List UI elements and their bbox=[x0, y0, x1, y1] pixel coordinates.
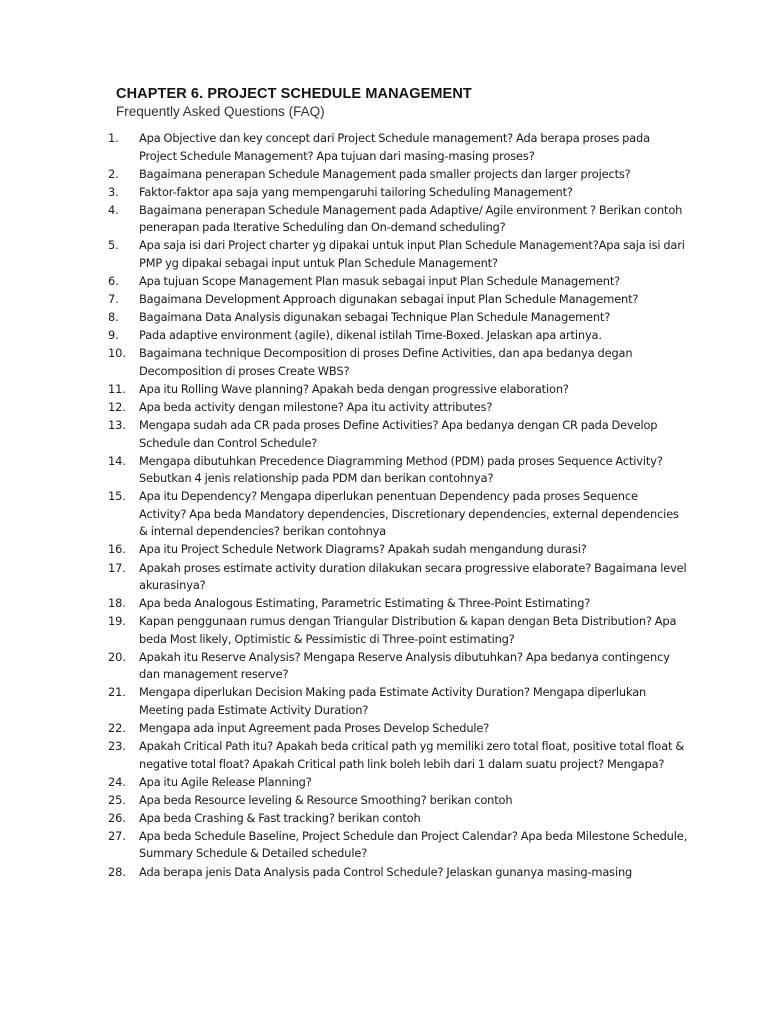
faq-item-text: Apakah Critical Path itu? Apakah beda critical path yg memiliki zero total float, positive total float & negative total float? Apakah Critical path link boleh lebih dari 1 dalam suatu project? Mengapa? bbox=[139, 739, 685, 771]
faq-item-number: 5. bbox=[108, 238, 119, 253]
faq-item-number: 19. bbox=[108, 614, 126, 629]
faq-item-number: 24. bbox=[108, 774, 126, 789]
faq-item-text: Bagaimana Development Approach digunakan sebagai input Plan Schedule Management? bbox=[139, 292, 639, 307]
faq-item-number: 4. bbox=[108, 202, 119, 217]
faq-item bbox=[108, 684, 688, 719]
faq-item bbox=[108, 417, 688, 452]
faq-item-number: 9. bbox=[108, 328, 119, 343]
faq-item bbox=[108, 541, 688, 559]
faq-item bbox=[108, 273, 688, 291]
faq-item bbox=[108, 738, 688, 773]
faq-item-text: Apa itu Dependency? Mengapa diperlukan penentuan Dependency pada proses Sequence Activity? Apa beda Mandatory dependencies, Discretionary dependencies, external dependencies & internal dependencies? berikan contohnya bbox=[139, 489, 679, 539]
faq-item-number: 25. bbox=[108, 792, 126, 807]
faq-item bbox=[108, 327, 688, 345]
faq-item-text: Apa tujuan Scope Management Plan masuk sebagai input Plan Schedule Management? bbox=[139, 273, 621, 288]
faq-item bbox=[108, 774, 688, 792]
faq-item-text: Bagaimana Data Analysis digunakan sebagai Technique Plan Schedule Management? bbox=[139, 310, 611, 325]
faq-item-text: Apa beda Analogous Estimating, Parametric Estimating & Three-Point Estimating? bbox=[139, 596, 591, 611]
faq-item bbox=[108, 864, 688, 882]
faq-item-number: 14. bbox=[108, 453, 126, 468]
faq-item-text: Apa beda Resource leveling & Resource Smoothing? berikan contoh bbox=[139, 792, 513, 807]
faq-item bbox=[108, 595, 688, 613]
faq-item bbox=[108, 166, 688, 184]
faq-item-text: Bagaimana penerapan Schedule Management pada smaller projects dan larger projects? bbox=[139, 166, 631, 181]
faq-item bbox=[108, 291, 688, 309]
faq-item-text: Apakah itu Reserve Analysis? Mengapa Reserve Analysis dibutuhkan? Apa bedanya contingency dan management reserve? bbox=[139, 649, 670, 682]
faq-item-number: 8. bbox=[108, 310, 119, 325]
faq-item-number: 3. bbox=[108, 184, 119, 199]
faq-item-number: 7. bbox=[108, 292, 119, 307]
faq-item-number: 23. bbox=[108, 739, 126, 754]
faq-item-text: Apa beda Schedule Baseline, Project Schedule dan Project Calendar? Apa beda Milestone Schedule, Summary Schedule & Detailed schedule? bbox=[139, 828, 688, 861]
faq-item-number: 18. bbox=[108, 596, 126, 611]
faq-item-text: Apa beda Crashing & Fast tracking? berikan contoh bbox=[139, 810, 421, 825]
faq-item bbox=[108, 828, 688, 863]
faq-item bbox=[108, 309, 688, 327]
faq-item bbox=[108, 792, 688, 810]
faq-item-text: Apa Objective dan key concept dari Project Schedule management? Ada berapa proses pada Project Schedule Management? Apa tujuan dari masing-masing proses? bbox=[139, 131, 650, 163]
faq-item-text: Apa itu Rolling Wave planning? Apakah beda dengan progressive elaboration? bbox=[139, 381, 569, 396]
faq-item-number: 10. bbox=[108, 346, 126, 361]
faq-list bbox=[108, 130, 688, 882]
faq-item-text: Mengapa diperlukan Decision Making pada Estimate Activity Duration? Mengapa diperlukan Meeting pada Estimate Activity Duration? bbox=[139, 685, 647, 717]
faq-item bbox=[108, 130, 688, 165]
faq-item bbox=[108, 613, 688, 648]
faq-item bbox=[108, 381, 688, 399]
faq-item bbox=[108, 810, 688, 828]
faq-item-text: Bagaimana penerapan Schedule Management pada Adaptive/ Agile environment ? Berikan contoh penerapan pada Iterative Scheduling dan On-demand scheduling? bbox=[139, 202, 683, 235]
faq-item-number: 28. bbox=[108, 864, 126, 879]
faq-item bbox=[108, 453, 688, 488]
faq-subtitle: Frequently Asked Questions (FAQ) bbox=[116, 104, 325, 119]
faq-item bbox=[108, 488, 688, 541]
faq-item-number: 26. bbox=[108, 810, 126, 825]
faq-item bbox=[108, 399, 688, 417]
faq-item-text: Kapan penggunaan rumus dengan Triangular Distribution & kapan dengan Beta Distribution? Apa beda Most likely, Optimistic & Pessimistic di Three-point estimating? bbox=[139, 614, 677, 646]
faq-item bbox=[108, 560, 688, 595]
faq-item-text: Ada berapa jenis Data Analysis pada Control Schedule? Jelaskan gunanya masing-masing bbox=[139, 864, 633, 879]
faq-item-number: 15. bbox=[108, 489, 126, 504]
faq-item bbox=[108, 202, 688, 237]
faq-item-text: Faktor-faktor apa saja yang mempengaruhi tailoring Scheduling Management? bbox=[139, 184, 573, 199]
faq-item-number: 6. bbox=[108, 273, 119, 288]
faq-item bbox=[108, 720, 688, 738]
faq-item-text: Apa itu Project Schedule Network Diagrams? Apakah sudah mengandung durasi? bbox=[139, 542, 587, 557]
faq-item-number: 2. bbox=[108, 166, 119, 181]
faq-item-number: 22. bbox=[108, 720, 126, 735]
faq-item-text: Mengapa dibutuhkan Precedence Diagramming Method (PDM) pada proses Sequence Activity? Sebutkan 4 jenis relationship pada PDM dan berikan contohnya? bbox=[139, 453, 663, 486]
faq-item-number: 11. bbox=[108, 381, 126, 396]
faq-item-text: Apa saja isi dari Project charter yg dipakai untuk input Plan Schedule Management?Apa saja isi dari PMP yg dipakai sebagai input untuk Plan Schedule Management? bbox=[139, 238, 685, 270]
faq-item-number: 20. bbox=[108, 649, 126, 664]
faq-item bbox=[108, 237, 688, 272]
faq-item-text: Pada adaptive environment (agile), dikenal istilah Time-Boxed. Jelaskan apa artinya. bbox=[139, 328, 602, 343]
faq-item-number: 17. bbox=[108, 560, 126, 575]
faq-item bbox=[108, 184, 688, 202]
faq-item-text: Apakah proses estimate activity duration dilakukan secara progressive elaborate? Bagaimana level akurasinya? bbox=[139, 560, 687, 592]
faq-item-number: 13. bbox=[108, 418, 126, 433]
faq-item bbox=[108, 345, 688, 380]
faq-item-number: 16. bbox=[108, 542, 126, 557]
faq-item-number: 1. bbox=[108, 131, 119, 145]
faq-item-text: Mengapa sudah ada CR pada proses Define Activities? Apa bedanya dengan CR pada Develop Schedule dan Control Schedule? bbox=[139, 418, 658, 450]
faq-item-text: Mengapa ada input Agreement pada Proses Develop Schedule? bbox=[139, 720, 490, 735]
faq-item-number: 27. bbox=[108, 828, 126, 843]
faq-item-text: Apa itu Agile Release Planning? bbox=[139, 774, 312, 789]
faq-item-number: 12. bbox=[108, 400, 126, 415]
faq-item bbox=[108, 649, 688, 684]
faq-item-text: Bagaimana technique Decomposition di proses Define Activities, dan apa bedanya degan Decomposition di proses Create WBS? bbox=[139, 346, 633, 378]
faq-item-text: Apa beda activity dengan milestone? Apa itu activity attributes? bbox=[139, 400, 493, 415]
faq-item-number: 21. bbox=[108, 685, 126, 700]
chapter-title: CHAPTER 6. PROJECT SCHEDULE MANAGEMENT bbox=[116, 86, 472, 102]
